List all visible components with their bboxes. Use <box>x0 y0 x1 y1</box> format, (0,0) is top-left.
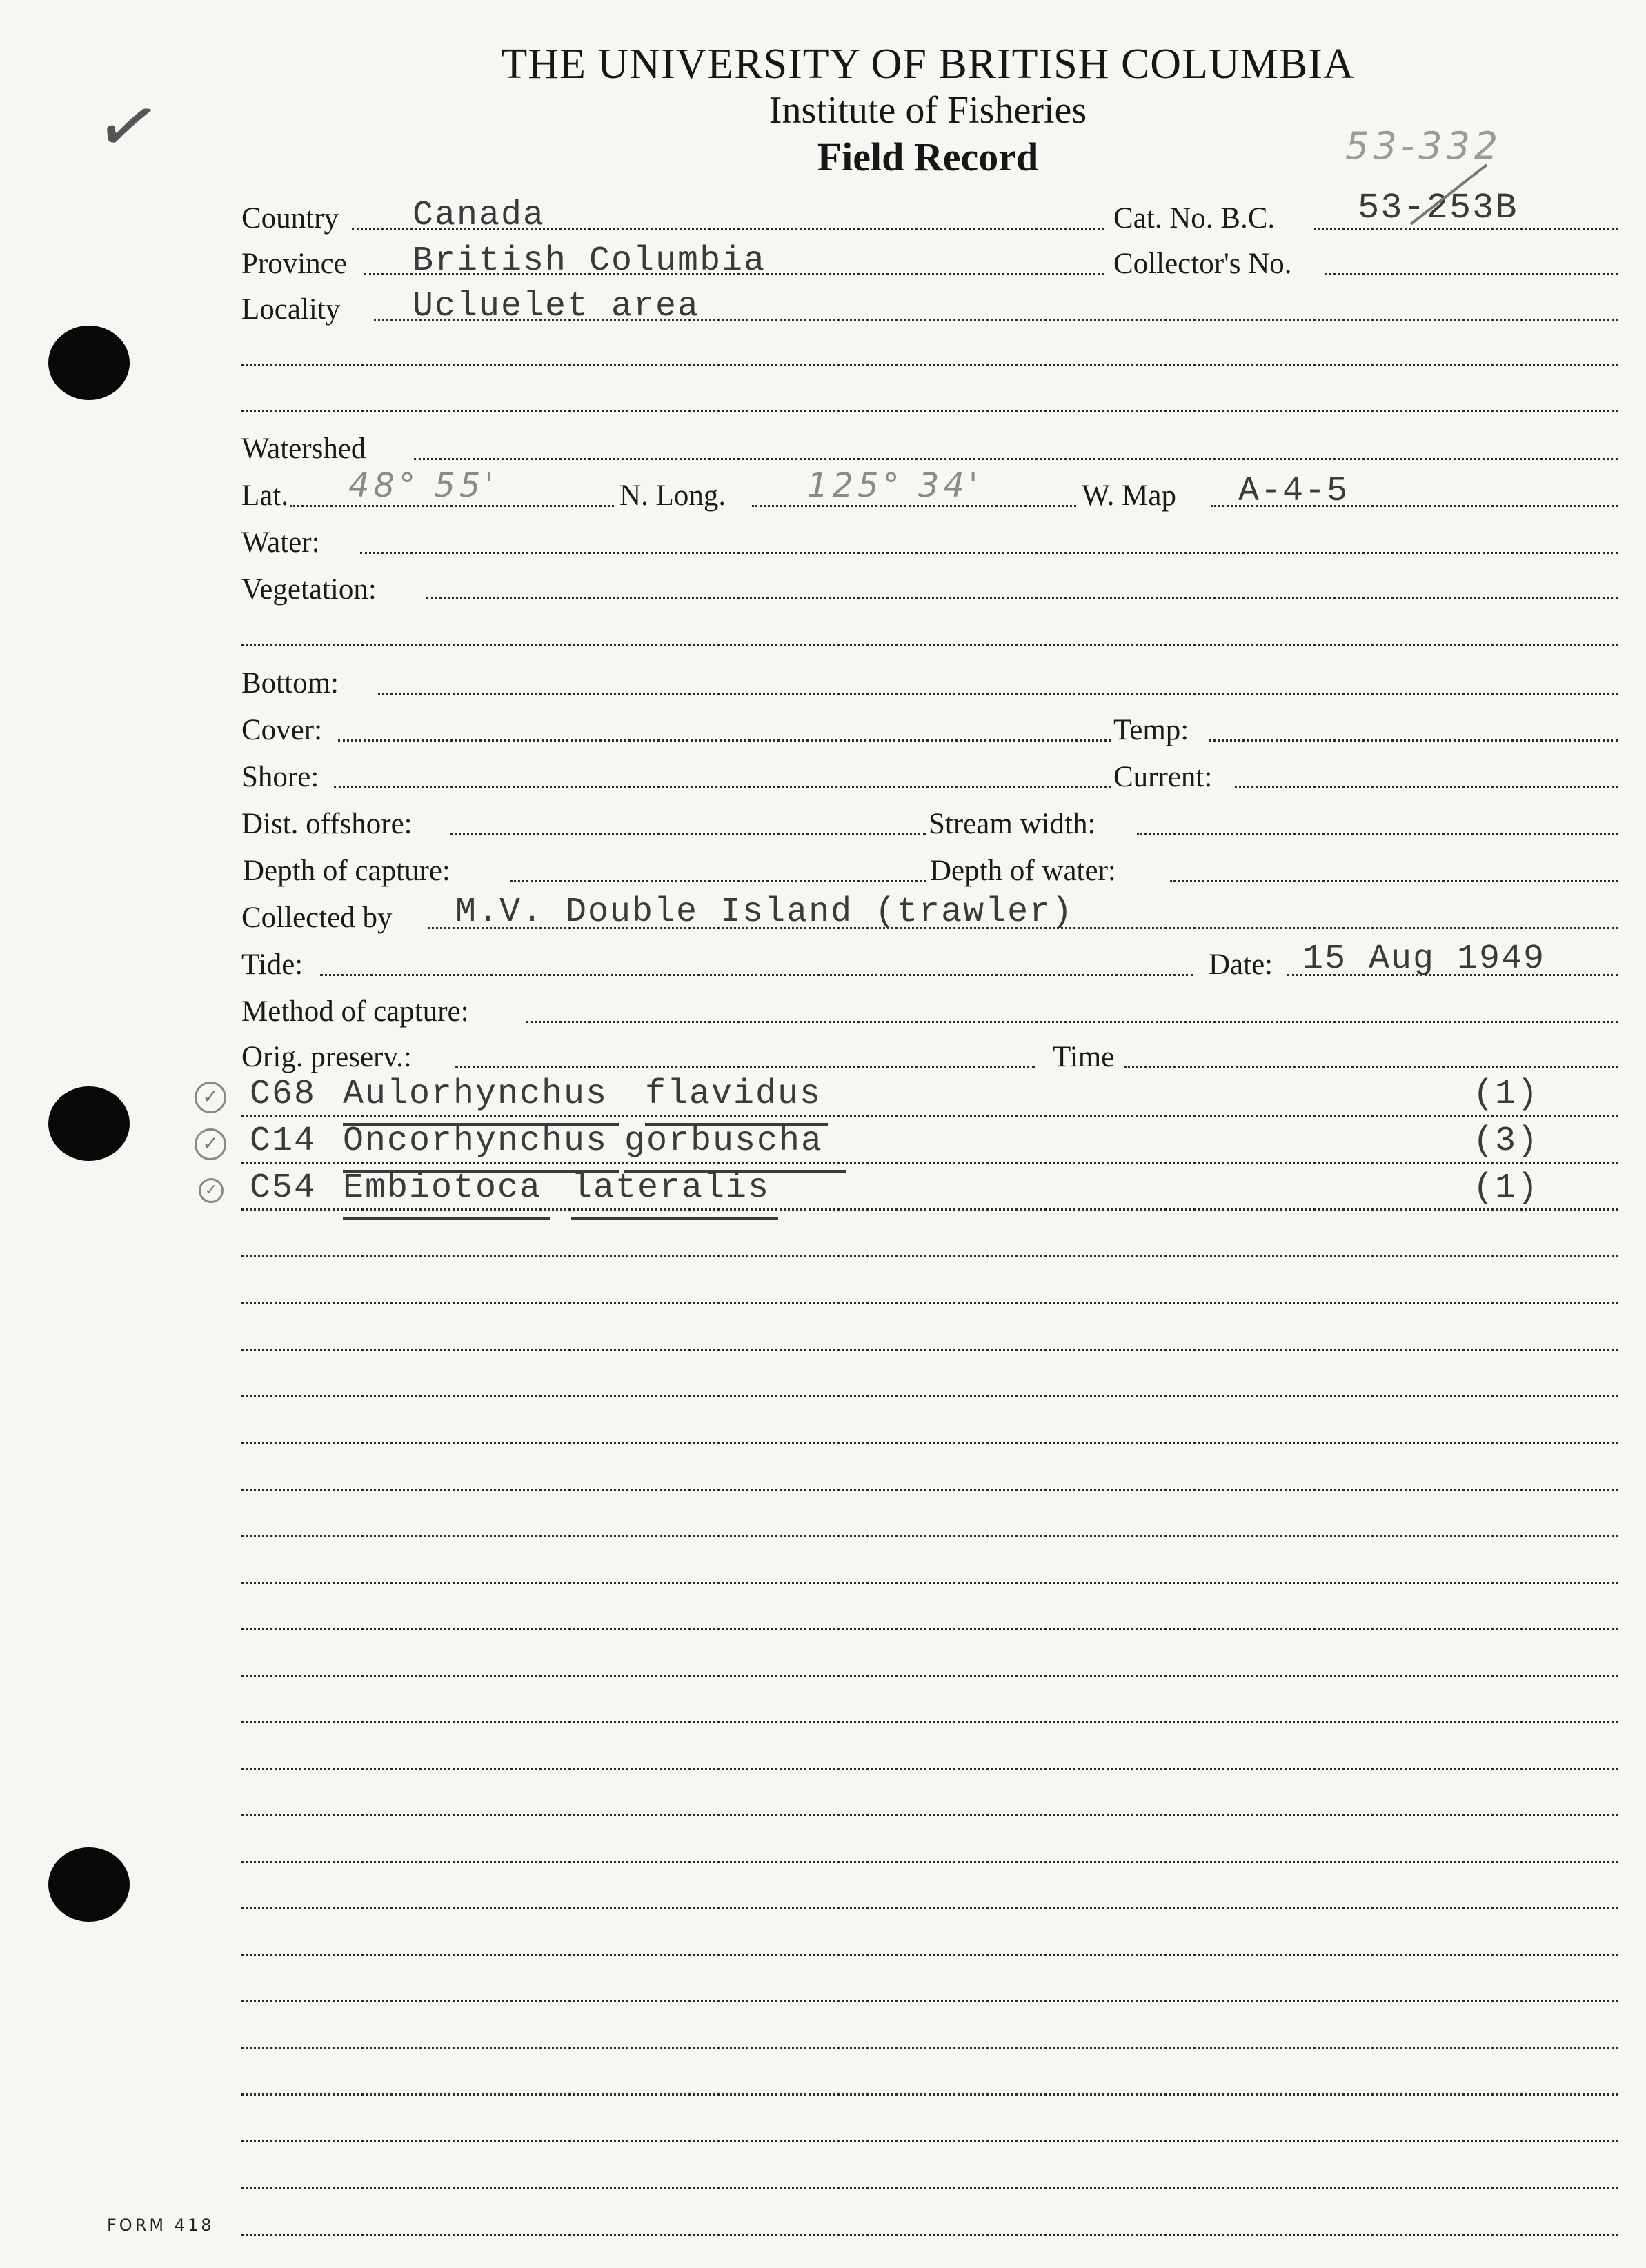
lat-label: Lat. <box>241 479 289 512</box>
ruled-line <box>241 1768 1618 1770</box>
w-map-label: W. Map <box>1082 479 1176 512</box>
check-mark-icon: ✓ <box>88 77 173 177</box>
country-label: Country <box>241 202 339 235</box>
specimen-genus: Embiotoca <box>343 1168 542 1208</box>
country-value: Canada <box>413 196 546 235</box>
dist-offshore-label: Dist. offshore: <box>241 808 413 840</box>
specimen-count: (1) <box>1473 1168 1540 1208</box>
province-label: Province <box>241 248 347 280</box>
date-value: 15 Aug 1949 <box>1302 939 1546 979</box>
ruled-line <box>241 1489 1618 1491</box>
ruled-line <box>241 1255 1618 1257</box>
n-long-label: N. Long. <box>619 479 726 512</box>
ruled-line <box>241 1442 1618 1444</box>
water-label: Water: <box>241 526 320 559</box>
university-title: THE UNIVERSITY OF BRITISH COLUMBIA <box>501 41 1355 88</box>
current-label: Current: <box>1113 761 1213 793</box>
handwritten-catalog-number: 53-332 <box>1345 124 1503 168</box>
time-label: Time <box>1053 1041 1115 1073</box>
ruled-line <box>241 1675 1618 1677</box>
ruled-line <box>241 2000 1618 2002</box>
ruled-line <box>241 2047 1618 2049</box>
ruled-line <box>241 2093 1618 2096</box>
ruled-line <box>241 2234 1618 2236</box>
bottom-label: Bottom: <box>241 667 339 699</box>
ruled-line <box>241 1582 1618 1584</box>
ruled-line <box>241 1907 1618 1909</box>
method-of-capture-label: Method of capture: <box>241 995 469 1028</box>
record-title: Field Record <box>817 135 1039 179</box>
depth-capture-label: Depth of capture: <box>243 855 450 887</box>
specimen-species: flavidus <box>645 1075 822 1114</box>
punch-hole-top <box>48 326 130 400</box>
specimen-code: C14 <box>250 1122 317 1161</box>
long-value: 125° 34' <box>807 466 982 505</box>
vegetation-label: Vegetation: <box>241 573 377 606</box>
lat-value: 48° 55' <box>348 466 498 505</box>
ruled-line <box>241 1302 1618 1304</box>
specimen-check-icon: ✓ <box>195 1082 226 1113</box>
ruled-line <box>241 1721 1618 1723</box>
collected-by-value: M.V. Double Island (trawler) <box>455 893 1074 932</box>
specimen-check-icon: ✓ <box>195 1128 226 1160</box>
ruled-line <box>241 1349 1618 1351</box>
ruled-line <box>241 1814 1618 1816</box>
punch-hole-bottom <box>48 1847 130 1922</box>
specimen-genus: Oncorhynchus <box>343 1122 608 1161</box>
province-value: British Columbia <box>413 241 766 281</box>
ruled-line <box>241 1628 1618 1630</box>
tide-label: Tide: <box>241 948 304 981</box>
watershed-label: Watershed <box>241 432 366 465</box>
locality-value: Ucluelet area <box>413 287 700 326</box>
cat-no-value: 53-253B <box>1358 188 1518 228</box>
cat-no-label: Cat. No. B.C. <box>1113 202 1276 235</box>
specimen-count: (3) <box>1473 1122 1540 1161</box>
collectors-no-label: Collector's No. <box>1113 248 1292 280</box>
ruled-line <box>241 1861 1618 1863</box>
ruled-line <box>241 2140 1618 2142</box>
orig-preserv-label: Orig. preserv.: <box>241 1041 412 1073</box>
temp-label: Temp: <box>1113 714 1189 746</box>
cover-label: Cover: <box>241 714 323 746</box>
collected-by-label: Collected by <box>241 902 393 934</box>
form-number: FORM 418 <box>107 2216 215 2235</box>
specimen-count: (1) <box>1473 1075 1540 1114</box>
ruled-line <box>241 1395 1618 1397</box>
date-label: Date: <box>1209 948 1273 981</box>
ruled-line <box>241 1535 1618 1537</box>
specimen-check-icon: ✓ <box>199 1178 224 1203</box>
punch-hole-middle <box>48 1086 130 1161</box>
shore-label: Shore: <box>241 761 319 793</box>
specimen-code: C54 <box>250 1168 317 1208</box>
stream-width-label: Stream width: <box>929 808 1096 840</box>
ruled-line <box>241 2187 1618 2189</box>
specimen-species: lateralis <box>571 1168 771 1208</box>
institute-title: Institute of Fisheries <box>769 89 1087 132</box>
ruled-line <box>241 1954 1618 1956</box>
depth-water-label: Depth of water: <box>930 855 1116 887</box>
specimen-code: C68 <box>250 1075 317 1114</box>
locality-label: Locality <box>241 293 341 326</box>
map-value: A-4-5 <box>1238 472 1349 511</box>
specimen-genus: Aulorhynchus <box>343 1075 608 1114</box>
specimen-species: gorbuscha <box>624 1122 824 1161</box>
